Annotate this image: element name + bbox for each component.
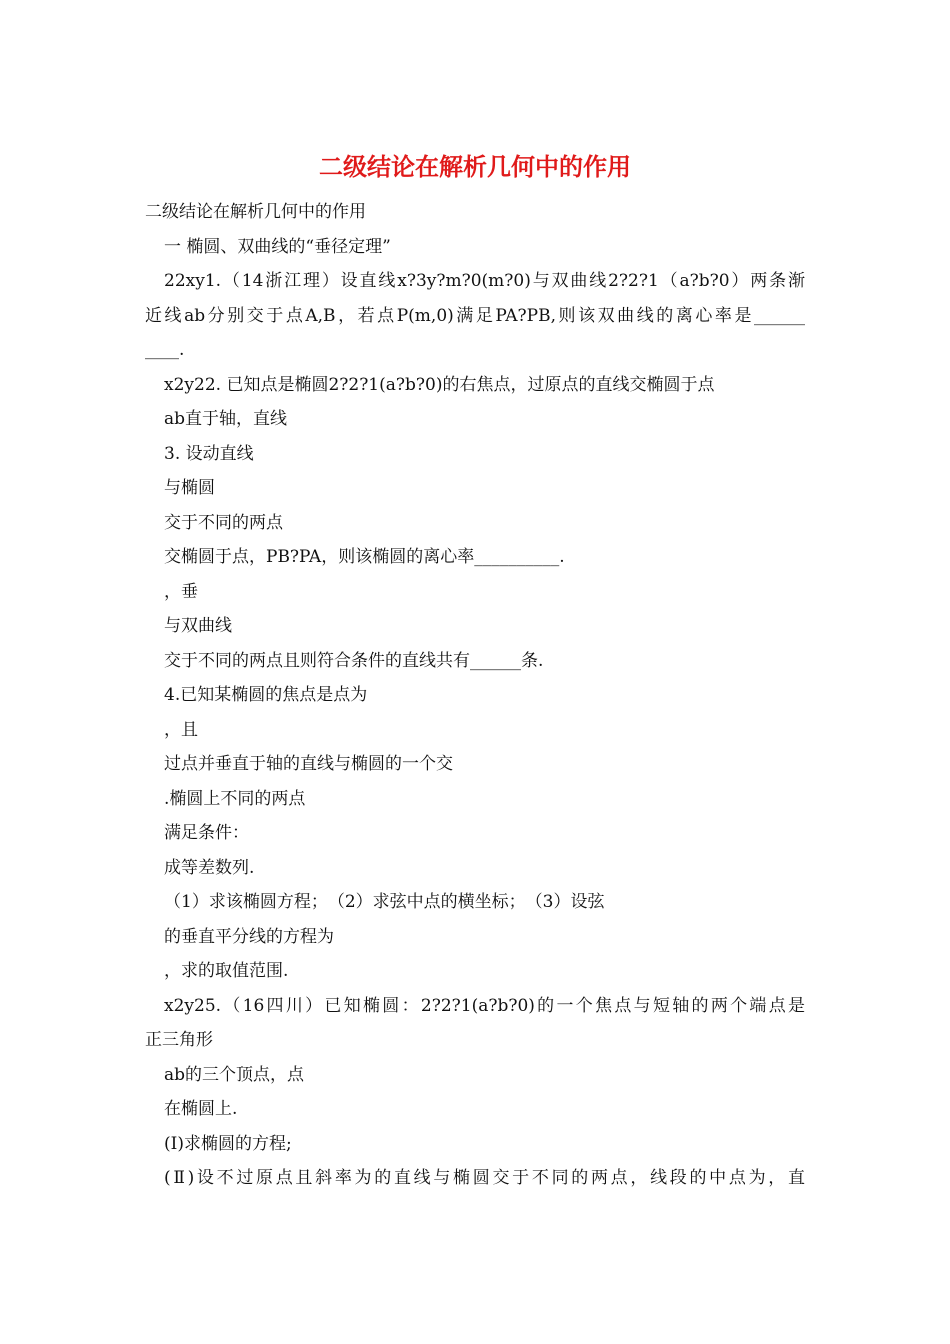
text-line: ab的三个顶点，点	[164, 1064, 305, 1085]
text-line: x2y22. 已知点是椭圆2?2?1(a?b?0)的右焦点，过原点的直线交椭圆于点	[164, 374, 715, 395]
text-line: 22xy1.（14浙江理）设直线x?3y?m?0(m?0)与双曲线2?2?1（a?b?0）两条渐	[164, 271, 805, 291]
text-line: (Ⅰ)求椭圆的方程;	[164, 1133, 292, 1154]
text-line: 正三角形	[145, 1030, 213, 1050]
text-line: 一 椭圆、双曲线的“垂径定理”	[164, 236, 391, 257]
text-line: 二级结论在解析几何中的作用	[145, 202, 366, 222]
text-line: 过点并垂直于轴的直线与椭圆的一个交	[164, 754, 453, 774]
text-line: 交椭圆于点，PB?PA，则该椭圆的离心率__________.	[164, 547, 565, 567]
text-line: x2y25.（16四川）已知椭圆：2?2?1(a?b?0)的一个焦点与短轴的两个端点是	[164, 995, 805, 1016]
text-line: 4.已知某椭圆的焦点是点为	[164, 685, 368, 705]
text-line: (Ⅱ)设不过原点且斜率为的直线与椭圆交于不同的两点，线段的中点为，直	[164, 1168, 805, 1188]
text-line: 交于不同的两点	[164, 512, 283, 533]
text-line: 近线ab分别交于点A,B，若点P(m,0)满足PA?PB,则该双曲线的离心率是______	[145, 305, 805, 326]
text-line: ，垂	[164, 581, 198, 602]
text-line: （1）求该椭圆方程； （2）求弦中点的横坐标； （3）设弦	[164, 892, 605, 912]
text-line: ____.	[145, 340, 185, 360]
text-line: .椭圆上不同的两点	[164, 788, 306, 809]
text-line: 的垂直平分线的方程为	[164, 926, 334, 947]
text-line: ，且	[164, 719, 198, 740]
document-title: 二级结论在解析几何中的作用	[319, 153, 631, 181]
text-line: 成等差数列.	[164, 857, 255, 878]
text-line: 3. 设动直线	[164, 443, 254, 464]
text-line: 在椭圆上.	[164, 1099, 238, 1119]
text-line: 与椭圆	[164, 478, 215, 498]
text-line: 满足条件：	[164, 823, 249, 843]
document-body	[145, 195, 805, 1196]
text-line: 交于不同的两点且则符合条件的直线共有______条.	[164, 650, 544, 671]
text-line: ，求的取值范围.	[164, 961, 289, 981]
text-line: ab直于轴，直线	[164, 409, 288, 429]
text-line: 与双曲线	[164, 616, 232, 636]
